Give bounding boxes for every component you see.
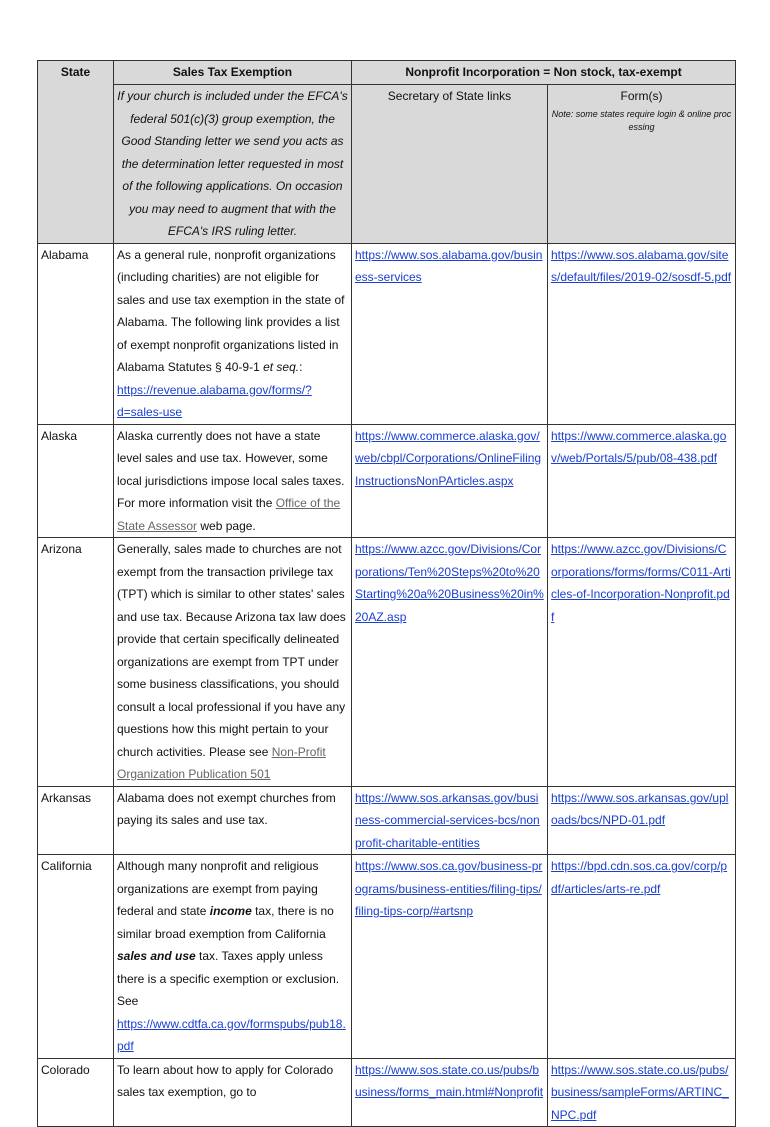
header-note: If your church is included under the EFCA's federal 501(c)(3) group exemption, the Good Standing letter we send you acts as the determination letter requested in most of the following applications. On occasion you may need to augment that with the EFCA's IRS ruling letter. — [114, 85, 352, 244]
sos-link-cell — [352, 538, 548, 787]
sos-link-cell — [352, 1058, 548, 1127]
assessor-link[interactable]: Office of the State Assessor — [117, 496, 341, 533]
state-name: Arizona — [38, 538, 114, 787]
header-sos-links: Secretary of State links — [352, 85, 548, 244]
header-forms-title: Form(s) — [620, 89, 663, 103]
state-name: Colorado — [38, 1058, 114, 1127]
header-forms-note: Note: some states require login & online processing — [551, 108, 732, 132]
form-link-cell — [548, 243, 736, 424]
table-row — [38, 424, 736, 538]
form-link-cell — [548, 855, 736, 1059]
state-name: Alaska — [38, 424, 114, 538]
form-link-cell — [548, 786, 736, 855]
form-link[interactable]: https://www.sos.arkansas.gov/uploads/bcs/NPD-01.pdf — [551, 790, 729, 827]
sos-link[interactable]: https://www.sos.ca.gov/business-programs/business-entities/filing-tips/filing-tips-corp/#artsnp — [355, 859, 543, 918]
state-name: Arkansas — [38, 786, 114, 855]
header-row-2 — [38, 85, 736, 244]
table-row — [38, 855, 736, 1059]
text-emphasis: et seq. — [263, 360, 300, 374]
state-exemption-table — [37, 60, 736, 1127]
header-nonprofit: Nonprofit Incorporation = Non stock, tax-exempt — [352, 61, 736, 85]
header-forms — [548, 85, 736, 244]
publication-link[interactable]: Non-Profit Organization Publication 501 — [117, 744, 326, 781]
text: web page. — [197, 518, 256, 533]
table-row — [38, 1058, 736, 1127]
form-link-cell — [548, 424, 736, 538]
sos-link-cell — [352, 855, 548, 1059]
sos-link[interactable]: https://www.azcc.gov/Divisions/Corporations/Ten%20Steps%20to%20Starting%20a%20Business%20in%20AZ.asp — [355, 542, 544, 624]
sos-link-cell — [352, 243, 548, 424]
table-row — [38, 538, 736, 787]
state-name: Alabama — [38, 243, 114, 424]
sales-tax-text — [114, 243, 352, 424]
form-link[interactable]: https://www.sos.alabama.gov/sites/default/files/2019-02/sosdf-5.pdf — [551, 247, 732, 284]
form-link[interactable]: https://www.sos.state.co.us/pubs/business/sampleForms/ARTINC_NPC.pdf — [551, 1062, 729, 1122]
form-link-cell — [548, 1058, 736, 1127]
text: Alaska currently does not have a state level sales and use tax. However, some local jurisdictions impose local sales taxes. For more information visit the — [117, 428, 345, 510]
sos-link-cell — [352, 786, 548, 855]
text-emphasis: income — [209, 904, 252, 918]
header-state: State — [38, 61, 114, 244]
text: tax. Taxes apply unless there is a specific exemption or exclusion. See — [117, 949, 340, 1008]
text: tax, there is no similar broad exemption from California — [117, 904, 334, 941]
table-row — [38, 243, 736, 424]
text: : — [299, 360, 303, 374]
sales-tax-text: To learn about how to apply for Colorado sales tax exemption, go to — [114, 1058, 352, 1127]
sales-tax-text — [114, 538, 352, 787]
form-link[interactable]: https://bpd.cdn.sos.ca.gov/corp/pdf/articles/arts-re.pdf — [551, 859, 728, 896]
sales-tax-text — [114, 424, 352, 538]
sales-tax-link[interactable]: https://revenue.alabama.gov/forms/?d=sales-use — [117, 382, 312, 419]
text: Generally, sales made to churches are not exempt from the transaction privilege tax (TPT) which is similar to other states' sales and use tax. Because Arizona tax law does provide that certain specifically delineated organizations are exempt from TPT under some business classifications, you should consult a local professional if you have any questions how this might pertain to your church activities. Please see — [117, 542, 346, 759]
state-name: California — [38, 855, 114, 1059]
header-sales-tax: Sales Tax Exemption — [114, 61, 352, 85]
sos-link[interactable]: https://www.commerce.alaska.gov/web/cbpl/Corporations/OnlineFilingInstructionsNonPArticles.aspx — [355, 428, 542, 488]
sos-link-cell — [352, 424, 548, 538]
text: As a general rule, nonprofit organizations (including charities) are not eligible for sales and use tax exemption in the state of Alabama. The following link provides a list of exempt nonprofit organizations listed in Alabama Statutes § 40-9-1 — [117, 247, 345, 374]
sos-link[interactable]: https://www.sos.state.co.us/pubs/business/forms_main.html#Nonprofit — [355, 1062, 544, 1099]
text: Although many nonprofit and religious organizations are exempt from paying federal and state — [117, 859, 319, 918]
header-row-1 — [38, 61, 736, 85]
sales-tax-link[interactable]: https://www.cdtfa.ca.gov/formspubs/pub18.pdf — [117, 1016, 346, 1053]
sos-link[interactable]: https://www.sos.arkansas.gov/business-commercial-services-bcs/nonprofit-charitable-entities — [355, 790, 540, 850]
form-link[interactable]: https://www.commerce.alaska.gov/web/Portals/5/pub/08-438.pdf — [551, 428, 727, 465]
sales-tax-text: Alabama does not exempt churches from paying its sales and use tax. — [114, 786, 352, 855]
text-emphasis: sales and use — [117, 949, 196, 963]
sales-tax-text — [114, 855, 352, 1059]
table-row — [38, 786, 736, 855]
form-link[interactable]: https://www.azcc.gov/Divisions/Corporations/forms/forms/C011-Articles-of-Incorporation-Nonprofit.pdf — [551, 542, 731, 624]
sos-link[interactable]: https://www.sos.alabama.gov/business-services — [355, 247, 543, 284]
form-link-cell — [548, 538, 736, 787]
